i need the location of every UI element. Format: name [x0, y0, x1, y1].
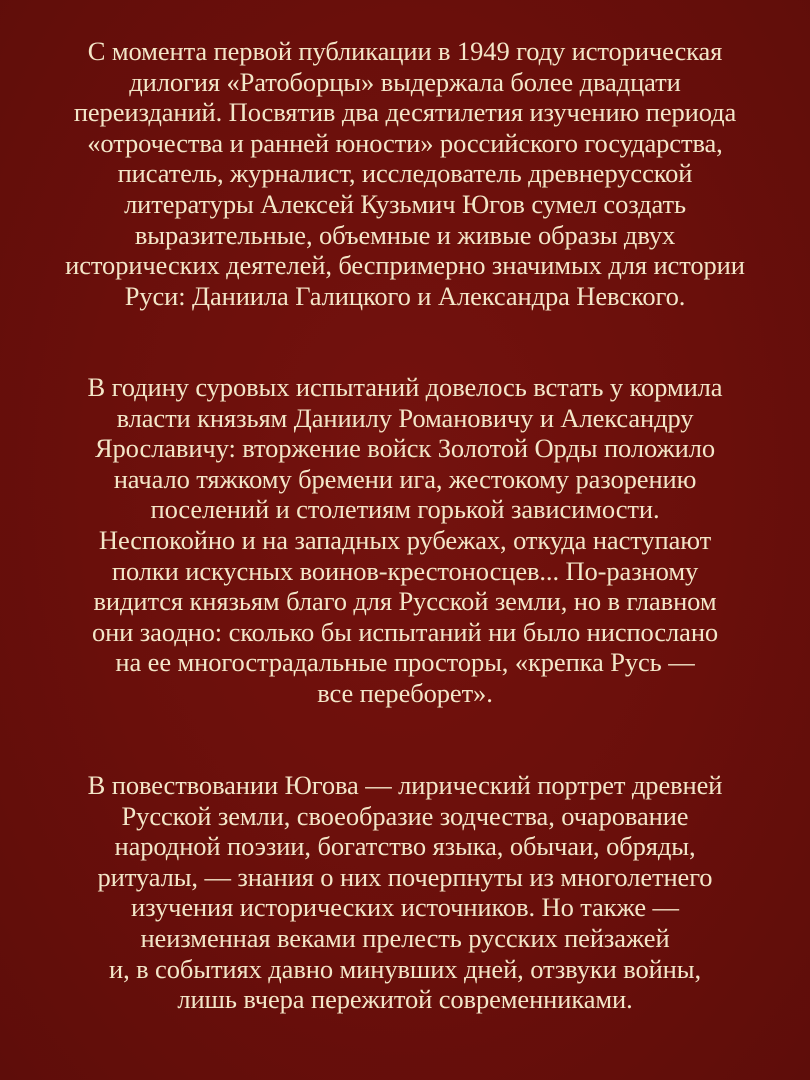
text-line: Руси: Даниила Галицкого и Александра Невского. — [124, 280, 686, 311]
text-line: литературы Алексей Кузьмич Югов сумел создать — [124, 188, 686, 219]
text-line: начало тяжкому бремени ига, жестокому разорению — [113, 463, 697, 494]
text-line: все переборет». — [317, 677, 493, 708]
text-line: лишь вчера пережитой современниками. — [177, 984, 633, 1015]
text-line: переизданий. Посвятив два десятилетия изучению периода — [73, 97, 737, 128]
annotation-paragraph-3 — [0, 770, 810, 1015]
text-line: выразительные, объемные и живые образы двух — [134, 219, 676, 250]
text-line: полки искусных воинов-крестоносцев... По-разному — [111, 555, 699, 586]
text-line: поселений и столетиям горькой зависимости. — [150, 494, 660, 525]
text-line: В годину суровых испытаний довелось встать у кормила — [87, 372, 723, 402]
text-line: неизменная веками прелесть русских пейзажей — [140, 922, 670, 953]
text-line: Ярославичу: вторжение войск Золотой Орды положило — [94, 433, 716, 464]
annotation-paragraph-2 — [0, 372, 810, 709]
text-line: С момента первой публикации в 1949 году историческая — [87, 36, 723, 66]
text-line: на ее многострадальные просторы, «крепка Русь — — [115, 647, 695, 678]
text-line: изучения исторических источников. Но также — — [131, 892, 679, 923]
text-line: они заодно: сколько бы испытаний ни было ниспослано — [91, 616, 719, 647]
text-line: народной поэзии, богатство языка, обычаи, обряды, — [114, 831, 696, 862]
text-line: исторических деятелей, беспримерно значимых для истории — [65, 250, 745, 281]
text-line: «отрочества и ранней юности» российского государства, — [87, 127, 723, 158]
text-line: писатель, журналист, исследователь древнерусской — [117, 158, 693, 189]
text-line: Неспокойно и на западных рубежах, откуда наступают — [98, 524, 712, 555]
text-line: В повествовании Югова — лирический портрет древней — [87, 770, 723, 800]
text-line: власти князьям Даниилу Романовичу и Александру — [116, 402, 694, 433]
text-line: Русской земли, своеобразие зодчества, очарование — [121, 800, 689, 831]
text-line: ритуалы, — знания о них почерпнуты из многолетнего — [97, 861, 713, 892]
text-line: и, в событиях давно минувших дней, отзвуки войны, — [108, 953, 701, 984]
annotation-paragraph-1 — [0, 36, 810, 311]
text-line: видится князьям благо для Русской земли, но в главном — [93, 586, 717, 617]
text-line: дилогия «Ратоборцы» выдержала более двадцати — [129, 66, 681, 97]
